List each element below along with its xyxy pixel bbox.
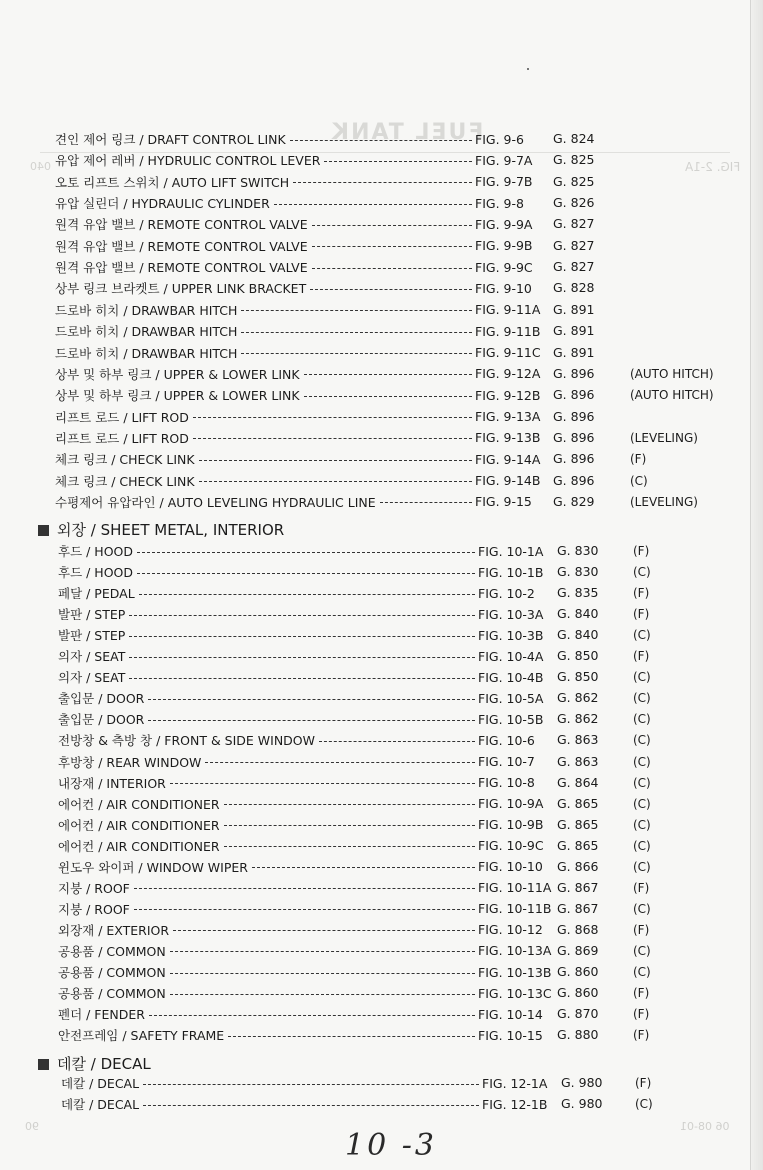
index-entry bbox=[55, 407, 545, 427]
entry-figure-ref: FIG. 10-12 bbox=[478, 922, 543, 938]
entry-note: (LEVELING) bbox=[630, 430, 698, 445]
entry-group-code: G. 866 bbox=[557, 858, 599, 874]
entry-name: 드로바 히치 / DRAWBAR HITCH bbox=[55, 302, 238, 318]
page-edge bbox=[750, 0, 763, 1170]
entry-group-code: G. 850 bbox=[557, 669, 599, 685]
entry-group-code: G. 825 bbox=[553, 173, 595, 189]
entry-figure-ref: FIG. 9-10 bbox=[475, 280, 532, 296]
entry-note: (F) bbox=[633, 922, 650, 937]
dash-leader bbox=[129, 615, 475, 616]
entry-figure-ref: FIG. 9-11A bbox=[475, 302, 541, 318]
entry-group-code: G. 827 bbox=[553, 237, 595, 253]
entry-note: (F) bbox=[633, 880, 650, 895]
index-entry bbox=[58, 752, 549, 772]
entry-note: (AUTO HITCH) bbox=[630, 366, 714, 381]
section-heading-decal bbox=[38, 1053, 151, 1075]
entry-group-code: G. 896 bbox=[553, 387, 595, 403]
entry-group-code: G. 867 bbox=[557, 879, 599, 895]
entry-name: 에어컨 / AIR CONDITIONER bbox=[58, 838, 220, 854]
dash-leader bbox=[290, 140, 472, 141]
entry-group-code: G. 864 bbox=[557, 774, 599, 790]
bleed-through-fig: FIG. 2-1A bbox=[685, 160, 741, 174]
entry-group-code: G. 862 bbox=[557, 711, 599, 727]
dash-leader bbox=[199, 481, 472, 482]
dash-leader bbox=[252, 867, 475, 868]
index-entry bbox=[58, 730, 549, 750]
dash-leader bbox=[129, 636, 475, 637]
entry-note: (F) bbox=[633, 986, 650, 1001]
entry-note: (C) bbox=[633, 670, 651, 685]
index-entry bbox=[55, 428, 545, 448]
section-title: 외장 / SHEET METAL, INTERIOR bbox=[57, 521, 285, 539]
dash-leader bbox=[304, 374, 472, 375]
index-entry bbox=[58, 983, 552, 1003]
entry-group-code: G. 865 bbox=[557, 837, 599, 853]
square-bullet-icon bbox=[38, 525, 49, 536]
square-bullet-icon bbox=[38, 1059, 49, 1070]
entry-note: (F) bbox=[633, 586, 650, 601]
index-entry bbox=[58, 562, 549, 582]
index-entry bbox=[55, 300, 545, 320]
entry-group-code: G. 867 bbox=[557, 900, 599, 916]
entry-group-code: G. 863 bbox=[557, 732, 599, 748]
entry-name: 전방창 & 측방 창 / FRONT & SIDE WINDOW bbox=[58, 733, 316, 749]
index-entry bbox=[58, 899, 552, 919]
dash-leader bbox=[228, 1036, 475, 1037]
entry-figure-ref: FIG. 10-5B bbox=[478, 711, 544, 727]
entry-name: 견인 제어 링크 / DRAFT CONTROL LINK bbox=[55, 132, 286, 147]
entry-group-code: G. 896 bbox=[553, 429, 595, 445]
entry-figure-ref: FIG. 10-13A bbox=[478, 943, 552, 959]
index-entry bbox=[55, 492, 545, 512]
entry-name: 드로바 히치 / DRAWBAR HITCH bbox=[55, 345, 238, 361]
dash-leader bbox=[139, 594, 475, 595]
entry-group-code: G. 840 bbox=[557, 606, 599, 622]
entry-note: (C) bbox=[635, 1097, 653, 1111]
entry-figure-ref: FIG. 10-7 bbox=[478, 754, 535, 769]
dash-leader bbox=[134, 888, 475, 889]
entry-figure-ref: FIG. 10-1B bbox=[478, 564, 544, 580]
dash-leader bbox=[293, 182, 472, 183]
entry-note: (C) bbox=[633, 565, 651, 580]
entry-figure-ref: FIG. 10-15 bbox=[478, 1027, 543, 1043]
entry-note: (C) bbox=[633, 775, 651, 790]
entry-note: (C) bbox=[633, 859, 651, 874]
entry-note: (F) bbox=[633, 1007, 650, 1022]
bleed-through-bottom-right: 06 08-01 bbox=[680, 1120, 730, 1133]
entry-figure-ref: FIG. 10-11B bbox=[478, 901, 552, 917]
entry-figure-ref: FIG. 10-9B bbox=[478, 817, 544, 833]
entry-note: (F) bbox=[635, 1076, 652, 1090]
index-entry bbox=[58, 857, 549, 877]
entry-figure-ref: FIG. 10-1A bbox=[478, 543, 544, 559]
entry-name: 지붕 / ROOF bbox=[58, 901, 130, 917]
entry-name: 펜더 / FENDER bbox=[58, 1007, 145, 1023]
entry-group-code: G. 896 bbox=[553, 365, 595, 381]
dash-leader bbox=[193, 438, 472, 439]
entry-group-code: G. 869 bbox=[557, 942, 599, 958]
entry-group-code: G. 891 bbox=[553, 344, 595, 360]
index-entry bbox=[55, 449, 545, 469]
dash-leader bbox=[224, 804, 475, 805]
entry-note: (F) bbox=[630, 452, 647, 467]
index-entry bbox=[58, 667, 549, 687]
entry-name: 공용품 / COMMON bbox=[58, 986, 166, 1002]
entry-group-code: G. 827 bbox=[553, 216, 595, 232]
entry-group-code: G. 826 bbox=[553, 195, 595, 211]
entry-figure-ref: FIG. 9-9C bbox=[475, 259, 533, 275]
dash-leader bbox=[129, 678, 475, 679]
entry-note: (C) bbox=[633, 817, 651, 832]
entry-figure-ref: FIG. 10-6 bbox=[478, 732, 535, 748]
index-entry bbox=[58, 773, 549, 793]
entry-name: 체크 링크 / CHECK LINK bbox=[55, 473, 195, 489]
entry-group-code: G. 896 bbox=[553, 451, 595, 467]
dash-leader bbox=[129, 657, 475, 658]
index-entry bbox=[55, 172, 545, 192]
entry-figure-ref: FIG. 12-1A bbox=[482, 1075, 548, 1091]
entry-figure-ref: FIG. 9-12B bbox=[475, 387, 541, 403]
entry-group-code: G. 980 bbox=[561, 1096, 603, 1111]
entry-group-code: G. 870 bbox=[557, 1006, 599, 1022]
entry-figure-ref: FIG. 10-4A bbox=[478, 648, 544, 664]
dash-leader bbox=[312, 225, 472, 226]
entry-name: 리프트 로드 / LIFT ROD bbox=[55, 409, 189, 425]
entry-name: 출입문 / DOOR bbox=[58, 712, 145, 728]
entry-note: (C) bbox=[633, 838, 651, 853]
dash-leader bbox=[193, 417, 472, 418]
entry-note: (C) bbox=[633, 943, 651, 958]
entry-figure-ref: FIG. 10-9C bbox=[478, 838, 544, 854]
entry-name: 상부 링크 브라켓트 / UPPER LINK BRACKET bbox=[55, 281, 307, 297]
entry-name: 페달 / PEDAL bbox=[58, 586, 135, 602]
index-entry bbox=[55, 278, 545, 298]
entry-name: 윈도우 와이퍼 / WINDOW WIPER bbox=[58, 859, 248, 875]
entry-group-code: G. 865 bbox=[557, 816, 599, 832]
entry-name: 지붕 / ROOF bbox=[58, 880, 130, 896]
index-entry bbox=[61, 1094, 553, 1114]
entry-note: (C) bbox=[633, 712, 651, 727]
dash-leader bbox=[173, 930, 475, 931]
entry-name: 데칼 / DECAL bbox=[61, 1097, 140, 1112]
entry-figure-ref: FIG. 10-11A bbox=[478, 880, 552, 896]
entry-group-code: G. 860 bbox=[557, 964, 599, 979]
entry-name: 데칼 / DECAL bbox=[61, 1076, 140, 1091]
index-entry bbox=[55, 236, 545, 256]
dash-leader bbox=[148, 720, 475, 721]
dash-leader bbox=[241, 310, 472, 311]
entry-group-code: G. 825 bbox=[553, 152, 595, 168]
entry-name: 후드 / HOOD bbox=[58, 544, 134, 559]
entry-note: (F) bbox=[633, 607, 650, 622]
entry-name: 상부 및 하부 링크 / UPPER & LOWER LINK bbox=[55, 388, 300, 404]
entry-figure-ref: FIG. 10-4B bbox=[478, 669, 544, 685]
entry-group-code: G. 865 bbox=[557, 795, 599, 811]
entry-group-code: G. 828 bbox=[553, 280, 595, 296]
entry-name: 유압 실린더 / HYDRAULIC CYLINDER bbox=[55, 196, 270, 212]
dash-leader bbox=[224, 825, 475, 826]
entry-name: 오토 리프트 스위치 / AUTO LIFT SWITCH bbox=[55, 174, 290, 190]
entry-note: (F) bbox=[633, 544, 650, 558]
entry-name: 에어컨 / AIR CONDITIONER bbox=[58, 796, 220, 812]
index-entry bbox=[55, 321, 545, 341]
entry-name: 공용품 / COMMON bbox=[58, 965, 166, 980]
entry-group-code: G. 862 bbox=[557, 690, 599, 706]
entry-figure-ref: FIG. 9-12A bbox=[475, 366, 541, 382]
index-entry bbox=[58, 688, 549, 708]
entry-name: 안전프레임 / SAFETY FRAME bbox=[58, 1028, 225, 1044]
dash-leader bbox=[312, 246, 472, 247]
index-entry bbox=[55, 129, 545, 149]
index-entry bbox=[58, 836, 549, 856]
entry-name: 발판 / STEP bbox=[58, 607, 126, 623]
index-entry bbox=[58, 604, 549, 624]
entry-figure-ref: FIG. 10-13B bbox=[478, 964, 552, 980]
entry-figure-ref: FIG. 10-2 bbox=[478, 585, 535, 601]
entry-name: 리프트 로드 / LIFT ROD bbox=[55, 430, 189, 446]
index-entry bbox=[58, 583, 549, 603]
dash-leader bbox=[224, 846, 475, 847]
entry-figure-ref: FIG. 9-9B bbox=[475, 238, 533, 254]
dash-leader bbox=[199, 460, 472, 461]
index-entry bbox=[58, 878, 552, 898]
paper-speck bbox=[527, 68, 529, 70]
entry-note: (C) bbox=[633, 901, 651, 916]
entry-name: 후드 / HOOD bbox=[58, 565, 134, 581]
entry-name: 후방창 / REAR WINDOW bbox=[58, 754, 202, 770]
entry-figure-ref: FIG. 9-13A bbox=[475, 409, 541, 425]
entry-name: 외장재 / EXTERIOR bbox=[58, 922, 170, 938]
index-entry bbox=[55, 364, 545, 384]
entry-name: 원격 유압 밸브 / REMOTE CONTROL VALVE bbox=[55, 217, 308, 233]
entry-group-code: G. 827 bbox=[553, 259, 595, 275]
entry-name: 공용품 / COMMON bbox=[58, 943, 166, 959]
entry-group-code: G. 824 bbox=[553, 131, 595, 146]
dash-leader bbox=[143, 1084, 479, 1085]
section-title: 데칼 / DECAL bbox=[57, 1055, 151, 1073]
handwritten-page-number: 10 -3 bbox=[345, 1128, 437, 1163]
entry-figure-ref: FIG. 9-11C bbox=[475, 345, 541, 360]
index-entry bbox=[55, 343, 545, 363]
entry-figure-ref: FIG. 9-7A bbox=[475, 152, 533, 168]
dash-leader bbox=[170, 973, 475, 974]
index-entry bbox=[58, 1025, 549, 1045]
entry-figure-ref: FIG. 9-14B bbox=[475, 473, 541, 489]
section-heading-sheet-metal bbox=[38, 519, 284, 541]
index-entry bbox=[55, 193, 545, 213]
index-entry bbox=[58, 646, 549, 666]
index-entry bbox=[61, 1073, 553, 1093]
index-entry bbox=[58, 962, 552, 982]
entry-name: 내장재 / INTERIOR bbox=[58, 775, 166, 791]
entry-group-code: G. 830 bbox=[557, 543, 599, 558]
entry-note: (C) bbox=[633, 691, 651, 706]
dash-leader bbox=[310, 289, 472, 290]
entry-group-code: G. 840 bbox=[557, 627, 599, 643]
dash-leader bbox=[304, 396, 472, 397]
entry-name: 발판 / STEP bbox=[58, 628, 126, 644]
entry-name: 의자 / SEAT bbox=[58, 670, 126, 686]
entry-figure-ref: FIG. 9-9A bbox=[475, 216, 533, 232]
entry-group-code: G. 980 bbox=[561, 1075, 603, 1090]
index-entry bbox=[55, 257, 545, 277]
entry-name: 수평제어 유압라인 / AUTO LEVELING HYDRAULIC LINE bbox=[55, 494, 376, 510]
index-entry bbox=[55, 471, 545, 491]
index-entry bbox=[55, 214, 545, 234]
entry-figure-ref: FIG. 9-14A bbox=[475, 451, 541, 467]
index-entry bbox=[58, 920, 549, 940]
entry-group-code: G. 863 bbox=[557, 753, 599, 769]
index-entry bbox=[58, 1004, 549, 1024]
entry-name: 원격 유압 밸브 / REMOTE CONTROL VALVE bbox=[55, 260, 308, 276]
dash-leader bbox=[134, 909, 475, 910]
entry-group-code: G. 891 bbox=[553, 323, 595, 339]
entry-note: (C) bbox=[633, 628, 651, 643]
entry-figure-ref: FIG. 9-7B bbox=[475, 174, 533, 190]
entry-note: (C) bbox=[633, 965, 651, 979]
dash-leader bbox=[319, 741, 475, 742]
dash-leader bbox=[170, 783, 475, 784]
dash-leader bbox=[143, 1105, 479, 1106]
entry-name: 의자 / SEAT bbox=[58, 649, 126, 665]
bleed-through-bottom-left: 90 bbox=[25, 1120, 39, 1133]
entry-note: (C) bbox=[633, 796, 651, 811]
entry-group-code: G. 830 bbox=[557, 564, 599, 580]
entry-note: (F) bbox=[633, 649, 650, 664]
entry-name: 에어컨 / AIR CONDITIONER bbox=[58, 817, 220, 833]
entry-figure-ref: FIG. 9-6 bbox=[475, 131, 524, 147]
entry-name: 출입문 / DOOR bbox=[58, 691, 145, 707]
dash-leader bbox=[312, 268, 472, 269]
dash-leader bbox=[274, 204, 472, 205]
entry-group-code: G. 860 bbox=[557, 985, 599, 1001]
entry-group-code: G. 868 bbox=[557, 921, 599, 937]
entry-figure-ref: FIG. 10-3B bbox=[478, 627, 544, 643]
entry-figure-ref: FIG. 9-13B bbox=[475, 430, 541, 446]
dash-leader bbox=[137, 573, 475, 574]
entry-group-code: G. 896 bbox=[553, 472, 595, 488]
entry-figure-ref: FIG. 12-1B bbox=[482, 1096, 548, 1112]
dash-leader bbox=[241, 353, 472, 354]
entry-group-code: G. 880 bbox=[557, 1027, 599, 1043]
index-entry bbox=[58, 815, 549, 835]
dash-leader bbox=[170, 951, 475, 952]
index-entry bbox=[55, 150, 545, 170]
entry-group-code: G. 850 bbox=[557, 648, 599, 664]
bleed-through-title: FUEL TANK bbox=[330, 120, 484, 145]
entry-note: (C) bbox=[630, 473, 648, 488]
dash-leader bbox=[137, 552, 475, 553]
entry-note: (F) bbox=[633, 1028, 650, 1043]
entry-name: 원격 유압 밸브 / REMOTE CONTROL VALVE bbox=[55, 238, 308, 254]
entry-figure-ref: FIG. 10-9A bbox=[478, 796, 544, 812]
entry-note: (C) bbox=[633, 754, 651, 769]
index-entry bbox=[55, 385, 545, 405]
entry-name: 상부 및 하부 링크 / UPPER & LOWER LINK bbox=[55, 366, 300, 382]
dash-leader bbox=[149, 1015, 475, 1016]
entry-figure-ref: FIG. 10-14 bbox=[478, 1006, 543, 1022]
entry-group-code: G. 896 bbox=[553, 408, 595, 424]
index-entry bbox=[58, 625, 549, 645]
entry-figure-ref: FIG. 10-13C bbox=[478, 985, 552, 1001]
entry-figure-ref: FIG. 10-8 bbox=[478, 775, 535, 791]
dash-leader bbox=[324, 161, 472, 162]
entry-figure-ref: FIG. 10-10 bbox=[478, 859, 543, 875]
dash-leader bbox=[380, 502, 472, 503]
entry-figure-ref: FIG. 9-15 bbox=[475, 494, 532, 510]
entry-group-code: G. 829 bbox=[553, 493, 595, 509]
entry-name: 드로바 히치 / DRAWBAR HITCH bbox=[55, 324, 238, 340]
entry-figure-ref: FIG. 10-5A bbox=[478, 690, 544, 706]
dash-leader bbox=[148, 699, 475, 700]
dash-leader bbox=[205, 762, 475, 763]
entry-name: 체크 링크 / CHECK LINK bbox=[55, 452, 195, 468]
entry-group-code: G. 891 bbox=[553, 301, 595, 317]
entry-group-code: G. 835 bbox=[557, 585, 599, 601]
entry-note: (C) bbox=[633, 733, 651, 748]
dash-leader bbox=[241, 332, 472, 333]
index-entry bbox=[58, 794, 549, 814]
bleed-through-fig-left: 040 bbox=[30, 160, 51, 173]
entry-name: 유압 제어 레버 / HYDRULIC CONTROL LEVER bbox=[55, 153, 321, 169]
entry-figure-ref: FIG. 9-8 bbox=[475, 195, 524, 211]
dash-leader bbox=[170, 994, 475, 995]
index-entry bbox=[58, 709, 549, 729]
entry-figure-ref: FIG. 10-3A bbox=[478, 606, 544, 622]
entry-figure-ref: FIG. 9-11B bbox=[475, 323, 541, 339]
entry-note: (AUTO HITCH) bbox=[630, 388, 714, 403]
index-entry bbox=[58, 941, 552, 961]
entry-note: (LEVELING) bbox=[630, 494, 698, 509]
index-entry bbox=[58, 541, 549, 561]
